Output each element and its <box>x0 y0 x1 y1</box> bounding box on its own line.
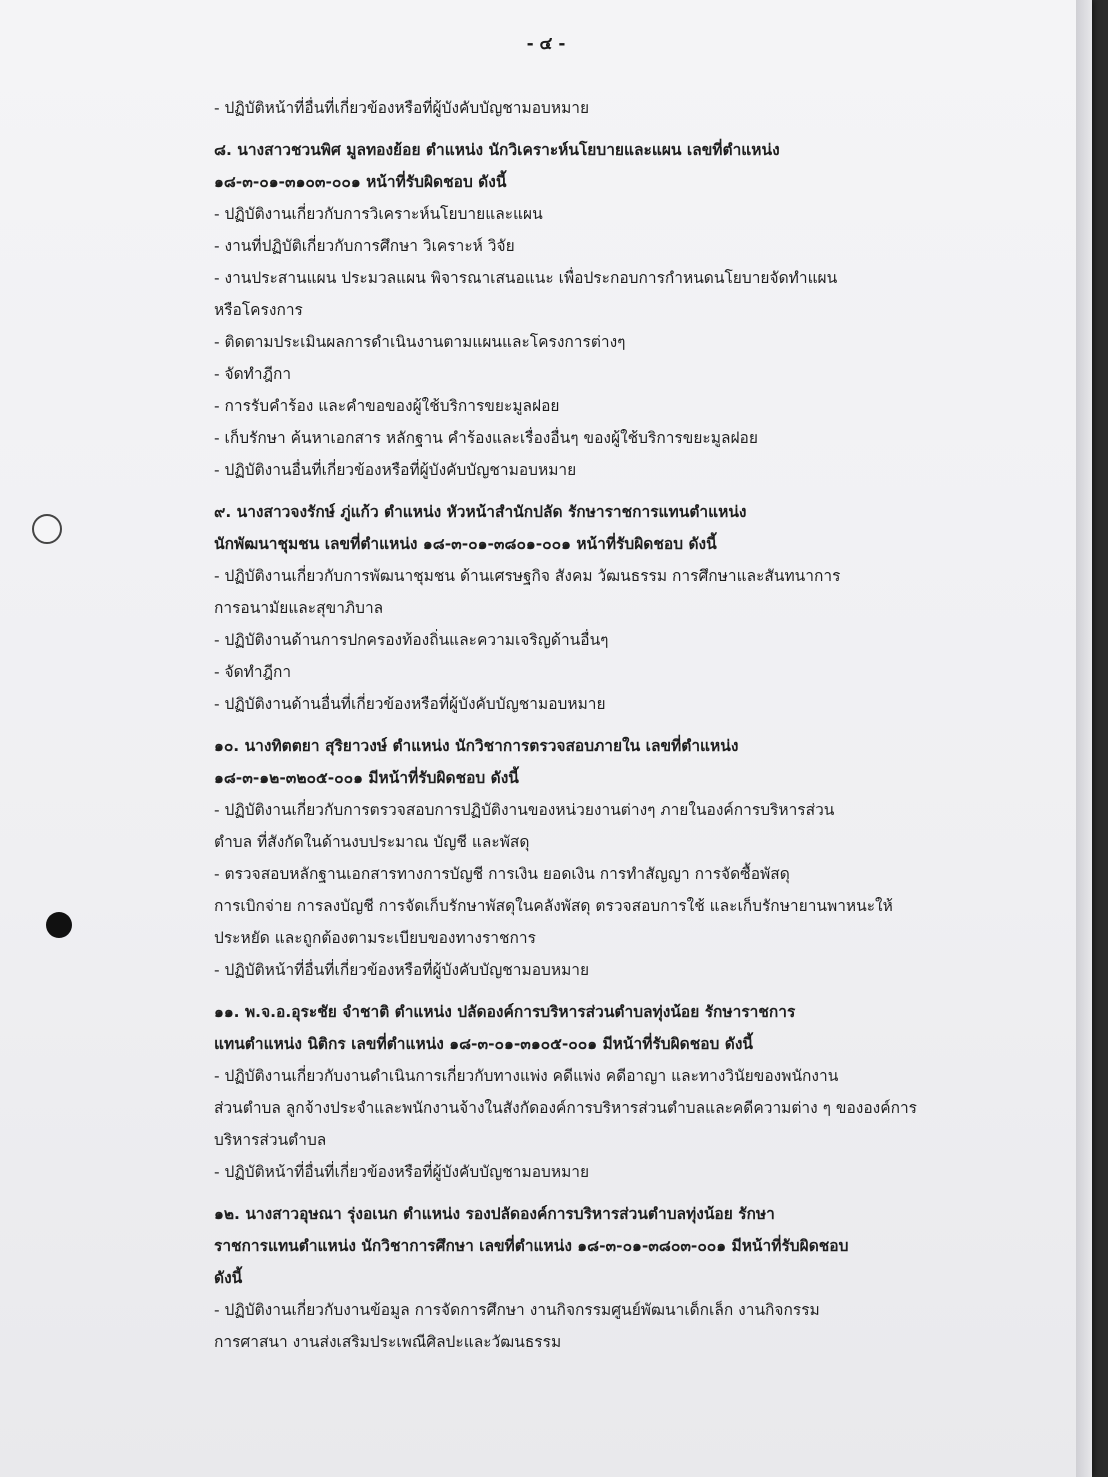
punch-hole-bottom <box>46 912 72 938</box>
bullet-item: - ปฏิบัติงานอื่นที่เกี่ยวข้องหรือที่ผู้บังคับบัญชามอบหมาย <box>214 461 577 479</box>
text-line: ๘. นางสาวชวนพิศ มูลทองย้อย ตำแหน่ง นักวิเคราะห์นโยบายและแผน เลขที่ตำแหน่ง <box>214 141 780 159</box>
text-line: - ปฏิบัติงานเกี่ยวกับงานดำเนินการเกี่ยวกับทางแพ่ง คดีแพ่ง คดีอาญา และทางวินัยของพนักงาน <box>214 1067 839 1085</box>
text-line: - งานประสานแผน ประมวลแผน พิจารณาเสนอแนะ เพื่อประกอบการกำหนดนโยบายจัดทำแผน <box>214 269 838 287</box>
bullet-item: - การรับคำร้อง และคำขอของผู้ใช้บริการขยะมูลฝอย <box>214 397 560 415</box>
text-line: ตำบล ที่สังกัดในด้านงบประมาณ บัญชี และพัสดุ <box>214 833 530 851</box>
text-line: นักพัฒนาชุมชน เลขที่ตำแหน่ง ๑๘-๓-๐๑-๓๘๐๑-๐๐๑ หน้าที่รับผิดชอบ ดังนี้ <box>214 535 717 553</box>
text-line: การศาสนา งานส่งเสริมประเพณีศิลปะและวัฒนธรรม <box>214 1333 562 1351</box>
page-number: - ๔ - <box>526 34 566 54</box>
bullet-item: - ปฏิบัติหน้าที่อื่นที่เกี่ยวข้องหรือที่ผู้บังคับบัญชามอบหมาย <box>214 961 590 979</box>
bullet-item: - ปฏิบัติงานด้านอื่นที่เกี่ยวข้องหรือที่ผู้บังคับบัญชามอบหมาย <box>214 695 606 713</box>
punch-hole-top <box>32 514 62 544</box>
bullet-item: - ติดตามประเมินผลการดำเนินงานตามแผนและโครงการต่างๆ <box>214 333 626 351</box>
section-heading <box>144 996 944 1060</box>
page-edge-shadow <box>1076 0 1092 1477</box>
paragraph <box>144 560 944 624</box>
paragraph <box>144 1294 944 1358</box>
text-line: ราชการแทนตำแหน่ง นักวิชาการศึกษา เลขที่ตำแหน่ง ๑๘-๓-๐๑-๓๘๐๓-๐๐๑ มีหน้าที่รับผิดชอบ <box>214 1237 849 1255</box>
bullet-item: - จัดทำฎีกา <box>214 663 292 681</box>
text-line: ๑๒. นางสาวอุษณา รุ่งอเนก ตำแหน่ง รองปลัดองค์การบริหารส่วนตำบลทุ่งน้อย รักษา <box>214 1205 775 1223</box>
document-body <box>144 92 944 1358</box>
bullet-item: - ปฏิบัติงานด้านการปกครองท้องถิ่นและความเจริญด้านอื่นๆ <box>214 631 609 649</box>
section-heading <box>144 1198 944 1294</box>
paragraph <box>144 1060 944 1156</box>
text-line: ๑๘-๓-๑๒-๓๒๐๕-๐๐๑ มีหน้าที่รับผิดชอบ ดังนี้ <box>214 769 519 787</box>
text-line: หรือโครงการ <box>214 301 303 319</box>
text-line: - ปฏิบัติงานเกี่ยวกับงานข้อมูล การจัดการศึกษา งานกิจกรรมศูนย์พัฒนาเด็กเล็ก งานกิจกรรม <box>214 1301 820 1319</box>
text-line: - ตรวจสอบหลักฐานเอกสารทางการบัญชี การเงิน ยอดเงิน การทำสัญญา การจัดซื้อพัสดุ <box>214 865 790 883</box>
paragraph <box>144 794 944 858</box>
text-line: ดังนี้ <box>214 1269 243 1287</box>
text-line: ๑๑. พ.จ.อ.อุระชัย จำชาติ ตำแหน่ง ปลัดองค์การบริหารส่วนตำบลทุ่งน้อย รักษาราชการ <box>214 1003 796 1021</box>
bullet-item: - ปฏิบัติงานเกี่ยวกับการวิเคราะห์นโยบายและแผน <box>214 205 543 223</box>
bullet-item: - เก็บรักษา ค้นหาเอกสาร หลักฐาน คำร้องและเรื่องอื่นๆ ของผู้ใช้บริการขยะมูลฝอย <box>214 429 758 447</box>
section-heading <box>144 496 944 560</box>
section-heading <box>144 134 944 198</box>
bullet-item: - ปฏิบัติหน้าที่อื่นที่เกี่ยวข้องหรือที่ผู้บังคับบัญชามอบหมาย <box>214 1163 590 1181</box>
text-line: แทนตำแหน่ง นิติกร เลขที่ตำแหน่ง ๑๘-๓-๐๑-๓๑๐๕-๐๐๑ มีหน้าที่รับผิดชอบ ดังนี้ <box>214 1035 754 1053</box>
text-line: การเบิกจ่าย การลงบัญชี การจัดเก็บรักษาพัสดุในคลังพัสดุ ตรวจสอบการใช้ และเก็บรักษายานพาหนะให้ <box>214 897 893 915</box>
bullet-item: - ปฏิบัติหน้าที่อื่นที่เกี่ยวข้องหรือที่ผู้บังคับบัญชามอบหมาย <box>214 99 590 117</box>
text-line: ๑๘-๓-๐๑-๓๑๐๓-๐๐๑ หน้าที่รับผิดชอบ ดังนี้ <box>214 173 507 191</box>
text-line: ๙. นางสาวจงรักษ์ ภู่แก้ว ตำแหน่ง หัวหน้าสำนักปลัด รักษาราชการแทนตำแหน่ง <box>214 503 747 521</box>
text-line: - ปฏิบัติงานเกี่ยวกับการพัฒนาชุมชน ด้านเศรษฐกิจ สังคม วัฒนธรรม การศึกษาและสันทนาการ <box>214 567 841 585</box>
text-line: ส่วนตำบล ลูกจ้างประจำและพนักงานจ้างในสังกัดองค์การบริหารส่วนตำบลและคดีความต่าง ๆ ขององค์การ <box>214 1099 918 1117</box>
bullet-item: - จัดทำฎีกา <box>214 365 292 383</box>
text-line: บริหารส่วนตำบล <box>214 1131 327 1149</box>
text-line: - ปฏิบัติงานเกี่ยวกับการตรวจสอบการปฏิบัติงานของหน่วยงานต่างๆ ภายในองค์การบริหารส่วน <box>214 801 835 819</box>
section-heading <box>144 730 944 794</box>
text-line: การอนามัยและสุขาภิบาล <box>214 599 384 617</box>
paragraph <box>144 858 944 954</box>
paragraph <box>144 262 944 326</box>
text-line: ๑๐. นางทิตตยา สุริยาวงษ์ ตำแหน่ง นักวิชาการตรวจสอบภายใน เลขที่ตำแหน่ง <box>214 737 739 755</box>
text-line: ประหยัด และถูกต้องตามระเบียบของทางราชการ <box>214 929 536 947</box>
bullet-item: - งานที่ปฏิบัติเกี่ยวกับการศึกษา วิเคราะห์ วิจัย <box>214 237 515 255</box>
